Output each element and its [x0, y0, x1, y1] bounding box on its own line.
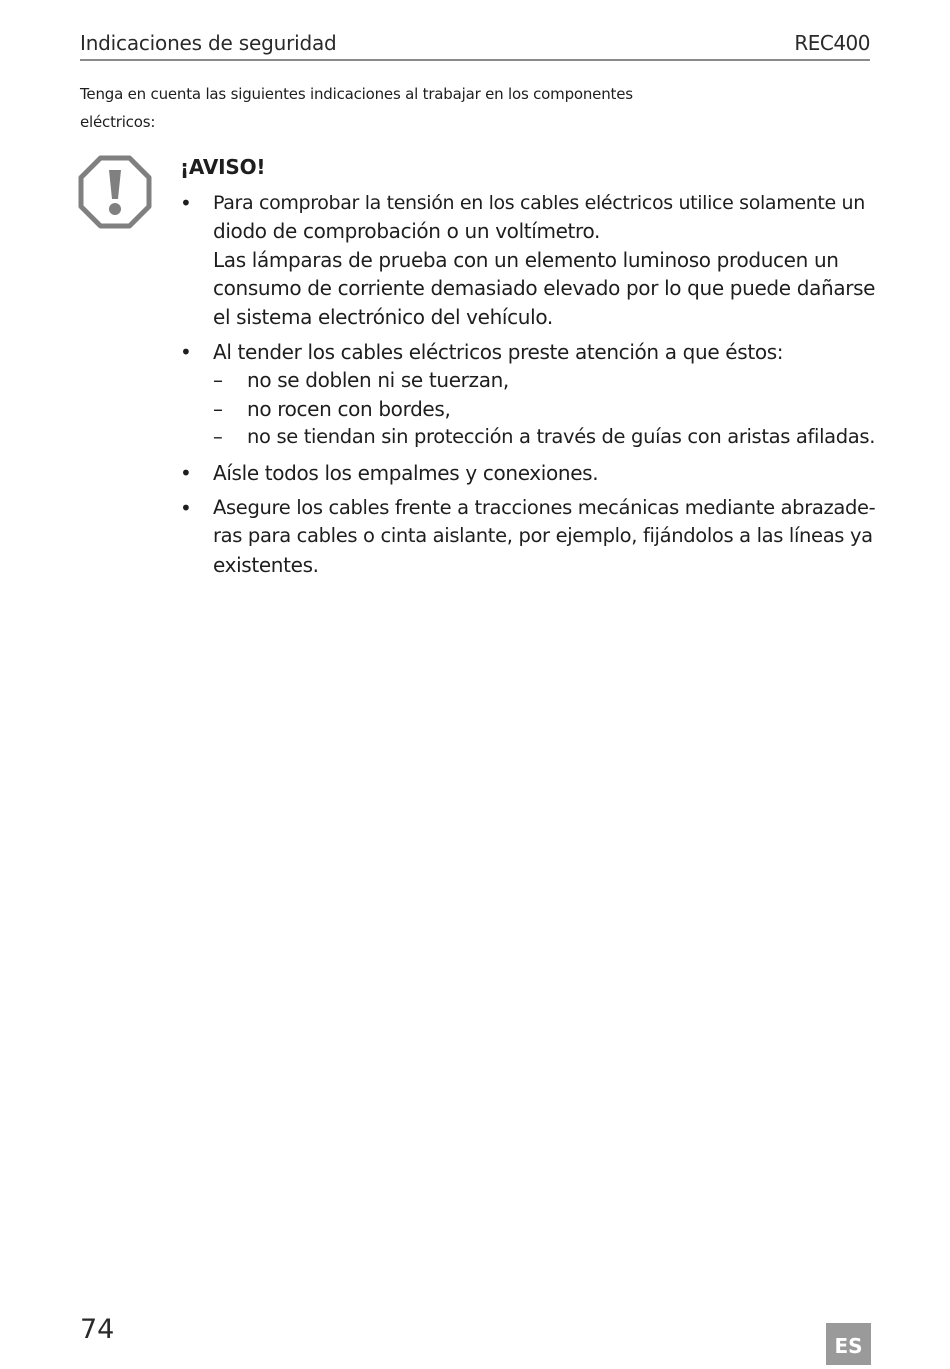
bullet-marker: •: [180, 496, 192, 521]
list-item-line: Aísle todos los empalmes y conexiones.: [213, 460, 599, 485]
list-item-line: el sistema electrónico del vehículo.: [213, 304, 553, 329]
sub-list-item-text: no rocen con bordes,: [247, 396, 451, 421]
list-item-line: ras para cables o cinta aislante, por ejemplo, fijándolos a las líneas ya: [213, 524, 873, 548]
list-item: [180, 459, 875, 487]
sub-list: [213, 366, 875, 451]
list-item-line: Las lámparas de prueba con un elemento luminoso producen un: [213, 247, 839, 272]
intro-paragraph: [80, 80, 870, 136]
list-item-line: Al tender los cables eléctricos preste atención a que éstos:: [213, 340, 784, 365]
page-header: [80, 28, 870, 61]
section-title: Indicaciones de seguridad: [80, 31, 337, 55]
list-item: [180, 189, 875, 331]
exclamation-octagon-icon: [78, 155, 152, 229]
dash-marker: –: [213, 425, 223, 449]
list-item-line: diodo de comprobación o un voltímetro.: [213, 219, 601, 244]
bullet-marker: •: [180, 191, 192, 215]
bullet-marker: •: [180, 460, 192, 485]
model-name: REC400: [794, 31, 870, 55]
list-item-line: consumo de corriente demasiado elevado por lo que puede dañarse: [213, 276, 876, 301]
list-item: [180, 494, 875, 579]
dash-marker: –: [213, 396, 223, 421]
sub-list-item-text: no se doblen ni se tuerzan,: [247, 368, 509, 393]
language-badge: ES: [826, 1323, 871, 1365]
page-number: 74: [80, 1314, 115, 1345]
sub-list-item-text: no se tiendan sin protección a través de guías con aristas afiladas.: [247, 425, 876, 449]
list-item-line: Para comprobar la tensión en los cables eléctricos utilice solamente un: [213, 192, 865, 214]
intro-line: Tenga en cuenta las siguientes indicaciones al trabajar en los componentes: [80, 85, 633, 103]
sub-list-item: [213, 366, 875, 394]
sub-list-item: [213, 423, 875, 451]
sub-list-item: [213, 395, 875, 423]
bullet-marker: •: [180, 340, 192, 365]
list-item: [180, 338, 875, 452]
list-item-line: Asegure los cables frente a tracciones mecánicas mediante abrazade-: [213, 496, 876, 520]
notice-list: [180, 189, 875, 586]
list-item-line: existentes.: [213, 552, 319, 577]
notice-title: ¡AVISO!: [180, 155, 266, 179]
intro-line: eléctricos:: [80, 113, 156, 131]
dash-marker: –: [213, 368, 223, 393]
